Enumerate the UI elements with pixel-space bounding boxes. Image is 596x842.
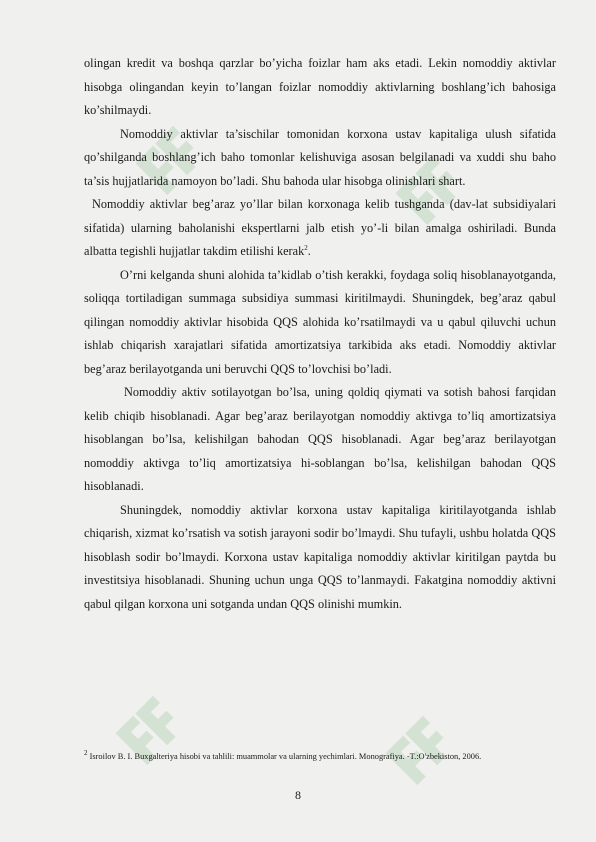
paragraph: Nomoddiy aktivlar ta’sischilar tomonidan korxona ustav kapitaliga ulush sifatida qo’shilganda boshlang’ich baho tomonlar kelishuviga asosan belgilanadi va xuddi shu baho ta’sis hujjatlarida namoyon bo’ladi. Shu bahoda ular hisobga olinishlari shart. [84, 126, 556, 188]
paragraph: O’rni kelganda shuni alohida ta’kidlab o’tish kerakki, foydaga soliq hisoblanayotganda, soliqqa tortiladigan summaga subsidiya summasi kiritilmaydi. Shuningdek, beg’araz qabul qilingan nomoddiy aktivlar hisobida QQS alohida ko’rsatilmaydi va u qabul qiluvchi uchun ishlab chiqarish xarajatlari sifatida amortizatsiya tarkibida aks etadi. Nomoddiy aktivlar beg’araz berilayotganda uni beruvchi QQS to’lovchisi bo’ladi. [84, 267, 556, 376]
paragraph: Shuningdek, nomoddiy aktivlar korxona ustav kapitaliga kiritilayotganda ishlab chiqarish, xizmat ko’rsatish va sotish jarayoni sodir bo’lmaydi. Shu tufayli, ushbu holatda QQS hisoblash sodir bo’lmaydi. Korxona ustav kapitaliga nomoddiy aktivlar kiritilgan paytda bu investitsiya hisoblanadi. Shuning uchun unga QQS to’lanmaydi. Fakatgina nomoddiy aktivni qabul qilgan korxona uni sotganda undan QQS olinishi mumkin. [84, 502, 556, 611]
footnote-reference[interactable]: 2 [304, 243, 308, 252]
footnote [84, 747, 564, 763]
body-text [84, 52, 556, 616]
paragraph-end: . [307, 244, 311, 258]
paragraph-text: Nomoddiy aktivlar beg’araz yo’llar bilan korxonaga kelib tushganda (dav-lat subsidiyalari sifatida) ularning baholanishi ekspertlarni jalb etish yo’-li bilan amalga oshiriladi. Bunda albatta tegishli hujjatlar takdim etilishi kerak [84, 197, 556, 258]
watermark-logo-icon [360, 650, 510, 800]
footnote-number: 2 [84, 749, 88, 757]
page-number: 8 [295, 788, 301, 802]
watermark-logo [360, 650, 510, 800]
paragraph: Nomoddiy aktiv sotilayotgan bo’lsa, uning qoldiq qiymati va sotish bahosi farqidan kelib chiqib hisoblanadi. Agar beg’araz berilayotgan nomoddiy aktivga to’liq amortizatsiya hisoblangan bo’lsa, kelishilgan bahodan QQS hisoblanadi. Agar beg’araz berilayotgan nomoddiy aktivga to’liq amortizatsiya hi-soblangan bo’lsa, kelishilgan bahodan QQS hisoblanadi. [84, 385, 556, 493]
paragraph [84, 193, 556, 264]
footnote-text: Isroilov B. I. Buxgalteriya hisobi va tahlili: muammolar va ularning yechimlari. Monografiya. -T.:O'zbekiston, 2006. [89, 751, 482, 761]
paragraph: olingan kredit va boshqa qarzlar bo’yicha foizlar ham aks etadi. Lekin nomoddiy aktivlar hisobga olingandan keyin to’langan foizlar nomoddiy aktivlarning boshlang’ich bahosiga ko’shilmaydi. [84, 56, 556, 117]
